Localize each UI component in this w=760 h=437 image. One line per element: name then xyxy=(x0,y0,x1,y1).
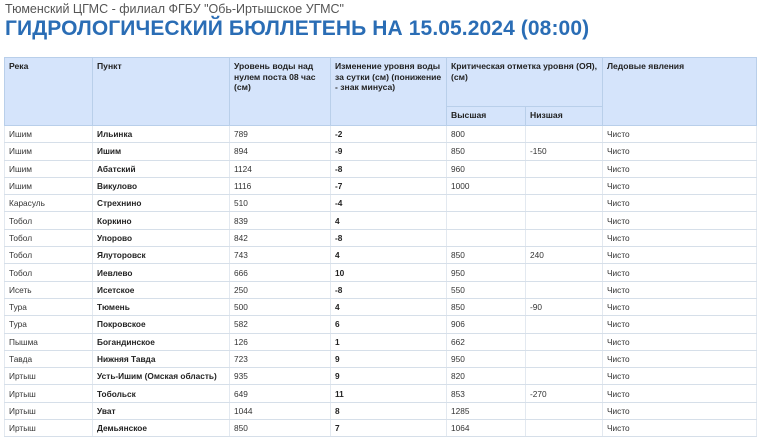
cell-critical-high: 850 xyxy=(447,298,526,315)
cell-level: 743 xyxy=(230,247,331,264)
cell-river: Карасуль xyxy=(5,195,93,212)
cell-ice: Чисто xyxy=(603,212,757,229)
cell-critical-high: 906 xyxy=(447,316,526,333)
table-row xyxy=(5,177,757,194)
cell-river: Исеть xyxy=(5,281,93,298)
cell-river: Ишим xyxy=(5,177,93,194)
table-row xyxy=(5,402,757,419)
header-critical-low: Низшая xyxy=(526,107,603,126)
cell-level: 723 xyxy=(230,350,331,367)
cell-ice: Чисто xyxy=(603,177,757,194)
cell-critical-low xyxy=(526,350,603,367)
cell-station: Усть-Ишим (Омская область) xyxy=(93,368,230,385)
cell-change: -8 xyxy=(331,160,447,177)
cell-level: 250 xyxy=(230,281,331,298)
table-row xyxy=(5,298,757,315)
cell-change: 4 xyxy=(331,212,447,229)
cell-level: 1044 xyxy=(230,402,331,419)
cell-station: Нижняя Тавда xyxy=(93,350,230,367)
cell-river: Тобол xyxy=(5,212,93,229)
cell-ice: Чисто xyxy=(603,264,757,281)
cell-level: 839 xyxy=(230,212,331,229)
cell-change: -2 xyxy=(331,126,447,143)
cell-critical-low xyxy=(526,316,603,333)
cell-station: Демьянское xyxy=(93,420,230,437)
cell-ice: Чисто xyxy=(603,385,757,402)
cell-river: Тура xyxy=(5,298,93,315)
cell-change: 1 xyxy=(331,333,447,350)
cell-change: 10 xyxy=(331,264,447,281)
cell-critical-low xyxy=(526,368,603,385)
cell-change: -4 xyxy=(331,195,447,212)
cell-change: 8 xyxy=(331,402,447,419)
cell-level: 582 xyxy=(230,316,331,333)
cell-station: Ялуторовск xyxy=(93,247,230,264)
header-station: Пункт xyxy=(93,58,230,126)
cell-critical-low xyxy=(526,212,603,229)
page-title: ГИДРОЛОГИЧЕСКИЙ БЮЛЛЕТЕНЬ НА 15.05.2024 (08:00) xyxy=(5,17,590,40)
cell-ice: Чисто xyxy=(603,350,757,367)
cell-critical-low xyxy=(526,160,603,177)
cell-station: Иевлево xyxy=(93,264,230,281)
table-row xyxy=(5,368,757,385)
cell-level: 935 xyxy=(230,368,331,385)
cell-ice: Чисто xyxy=(603,247,757,264)
cell-critical-high: 1000 xyxy=(447,177,526,194)
cell-station: Тобольск xyxy=(93,385,230,402)
cell-change: -8 xyxy=(331,281,447,298)
cell-ice: Чисто xyxy=(603,333,757,350)
cell-ice: Чисто xyxy=(603,298,757,315)
table-row xyxy=(5,160,757,177)
cell-river: Тавда xyxy=(5,350,93,367)
cell-critical-high: 850 xyxy=(447,143,526,160)
cell-critical-high: 1285 xyxy=(447,402,526,419)
cell-river: Пышма xyxy=(5,333,93,350)
table-row xyxy=(5,385,757,402)
cell-critical-low xyxy=(526,333,603,350)
table-row xyxy=(5,195,757,212)
table-row xyxy=(5,281,757,298)
cell-ice: Чисто xyxy=(603,316,757,333)
cell-river: Тура xyxy=(5,316,93,333)
cell-change: 7 xyxy=(331,420,447,437)
hydrology-table xyxy=(4,57,757,437)
cell-level: 850 xyxy=(230,420,331,437)
header-river: Река xyxy=(5,58,93,126)
cell-critical-low xyxy=(526,177,603,194)
cell-critical-high: 662 xyxy=(447,333,526,350)
organization-name: Тюменский ЦГМС - филиал ФГБУ "Обь-Иртышское УГМС" xyxy=(5,2,344,16)
cell-change: 4 xyxy=(331,247,447,264)
cell-critical-high: 960 xyxy=(447,160,526,177)
cell-ice: Чисто xyxy=(603,281,757,298)
cell-level: 842 xyxy=(230,229,331,246)
cell-level: 500 xyxy=(230,298,331,315)
cell-level: 510 xyxy=(230,195,331,212)
cell-station: Богандинское xyxy=(93,333,230,350)
cell-critical-high: 950 xyxy=(447,350,526,367)
header-critical-high: Высшая xyxy=(447,107,526,126)
cell-critical-low xyxy=(526,195,603,212)
cell-change: 9 xyxy=(331,368,447,385)
cell-level: 1116 xyxy=(230,177,331,194)
table-row xyxy=(5,316,757,333)
cell-ice: Чисто xyxy=(603,420,757,437)
cell-station: Уват xyxy=(93,402,230,419)
cell-critical-low xyxy=(526,126,603,143)
cell-river: Иртыш xyxy=(5,402,93,419)
cell-change: -7 xyxy=(331,177,447,194)
cell-critical-low xyxy=(526,264,603,281)
cell-station: Ильинка xyxy=(93,126,230,143)
cell-ice: Чисто xyxy=(603,143,757,160)
cell-river: Иртыш xyxy=(5,420,93,437)
table-row xyxy=(5,143,757,160)
cell-ice: Чисто xyxy=(603,195,757,212)
table-row xyxy=(5,350,757,367)
cell-change: 9 xyxy=(331,350,447,367)
table-row xyxy=(5,420,757,437)
header-change: Изменение уровня воды за сутки (см) (понижение - знак минуса) xyxy=(331,58,447,126)
cell-river: Иртыш xyxy=(5,385,93,402)
cell-ice: Чисто xyxy=(603,126,757,143)
cell-critical-high: 850 xyxy=(447,247,526,264)
cell-station: Упорово xyxy=(93,229,230,246)
cell-station: Стрехнино xyxy=(93,195,230,212)
cell-station: Ишим xyxy=(93,143,230,160)
cell-level: 126 xyxy=(230,333,331,350)
cell-station: Покровское xyxy=(93,316,230,333)
cell-level: 789 xyxy=(230,126,331,143)
cell-station: Коркино xyxy=(93,212,230,229)
cell-critical-low: 240 xyxy=(526,247,603,264)
header-critical: Критическая отметка уровня (ОЯ), (см) xyxy=(447,58,603,107)
table-row xyxy=(5,264,757,281)
cell-critical-low: -270 xyxy=(526,385,603,402)
cell-critical-high xyxy=(447,212,526,229)
cell-station: Исетское xyxy=(93,281,230,298)
cell-station: Абатский xyxy=(93,160,230,177)
cell-river: Тобол xyxy=(5,264,93,281)
table-body xyxy=(5,126,757,437)
cell-critical-high xyxy=(447,195,526,212)
table-row xyxy=(5,126,757,143)
table-row xyxy=(5,229,757,246)
cell-river: Тобол xyxy=(5,229,93,246)
cell-river: Ишим xyxy=(5,126,93,143)
cell-critical-high: 1064 xyxy=(447,420,526,437)
cell-critical-high: 800 xyxy=(447,126,526,143)
cell-ice: Чисто xyxy=(603,160,757,177)
cell-river: Тобол xyxy=(5,247,93,264)
table-row xyxy=(5,333,757,350)
cell-critical-low xyxy=(526,229,603,246)
cell-ice: Чисто xyxy=(603,368,757,385)
cell-critical-low xyxy=(526,420,603,437)
header-level: Уровень воды над нулем поста 08 час (см) xyxy=(230,58,331,126)
cell-critical-low xyxy=(526,281,603,298)
cell-ice: Чисто xyxy=(603,402,757,419)
cell-river: Иртыш xyxy=(5,368,93,385)
cell-critical-high: 853 xyxy=(447,385,526,402)
cell-ice: Чисто xyxy=(603,229,757,246)
cell-critical-low: -90 xyxy=(526,298,603,315)
cell-change: 4 xyxy=(331,298,447,315)
table-row xyxy=(5,212,757,229)
cell-station: Тюмень xyxy=(93,298,230,315)
cell-river: Ишим xyxy=(5,143,93,160)
cell-critical-high: 550 xyxy=(447,281,526,298)
cell-critical-low: -150 xyxy=(526,143,603,160)
cell-critical-high xyxy=(447,229,526,246)
cell-change: -8 xyxy=(331,229,447,246)
header-ice: Ледовые явления xyxy=(603,58,757,126)
cell-critical-low xyxy=(526,402,603,419)
cell-critical-high: 820 xyxy=(447,368,526,385)
cell-level: 894 xyxy=(230,143,331,160)
cell-critical-high: 950 xyxy=(447,264,526,281)
cell-change: 6 xyxy=(331,316,447,333)
cell-change: -9 xyxy=(331,143,447,160)
cell-station: Викулово xyxy=(93,177,230,194)
cell-river: Ишим xyxy=(5,160,93,177)
cell-level: 1124 xyxy=(230,160,331,177)
cell-level: 649 xyxy=(230,385,331,402)
table-row xyxy=(5,247,757,264)
cell-level: 666 xyxy=(230,264,331,281)
cell-change: 11 xyxy=(331,385,447,402)
